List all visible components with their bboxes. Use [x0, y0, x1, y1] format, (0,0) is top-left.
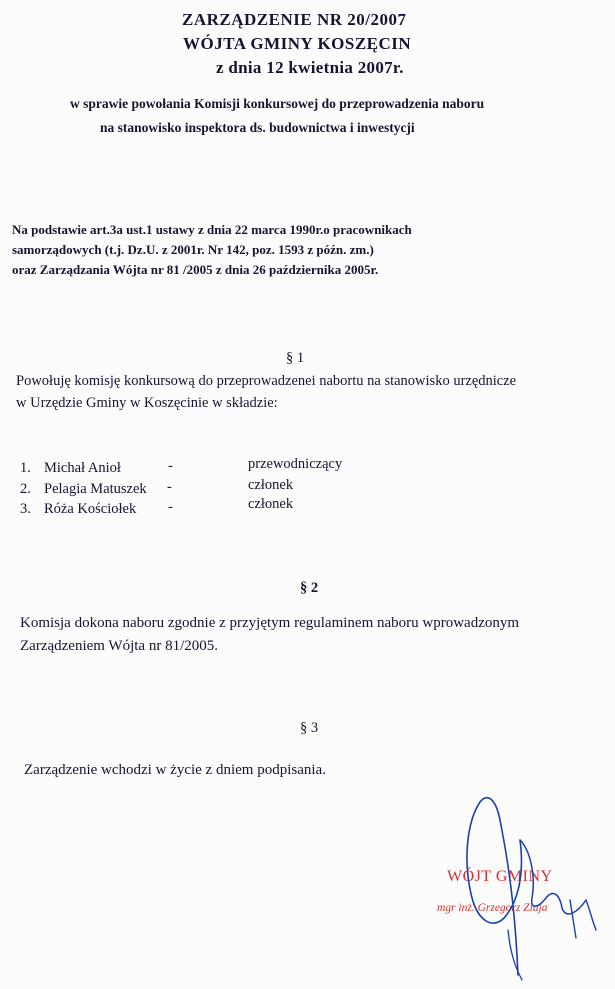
- section-1-heading: § 1: [286, 350, 305, 366]
- stamp-name: mgr inż. Grzegorz Ziaja: [437, 902, 548, 914]
- subject-line-2: na stanowisko inspektora ds. budownictwa i inwestycji: [100, 120, 415, 135]
- title-line-3: z dnia 12 kwietnia 2007r.: [216, 58, 404, 77]
- legal-basis-line-2: samorządowych (t.j. Dz.U. z 2001r. Nr 142, poz. 1593 z późn. zm.): [12, 242, 374, 257]
- subject-line-1: w sprawie powołania Komisji konkursowej do przeprowadzenia naboru: [70, 96, 485, 111]
- member-dash: -: [168, 499, 173, 515]
- section-2-heading: § 2: [300, 580, 319, 596]
- member-role: przewodniczący: [248, 456, 343, 472]
- member-name: Róża Kościołek: [44, 501, 137, 517]
- member-name: Michał Anioł: [44, 460, 121, 476]
- section-2-text-line-2: Zarządzeniem Wójta nr 81/2005.: [20, 638, 218, 654]
- section-3-text-line-1: Zarządzenie wchodzi w życie z dniem podpisania.: [24, 762, 326, 778]
- stamp-title: WÓJT GMINY: [447, 868, 553, 885]
- section-1-text-line-2: w Urzędzie Gminy w Koszęcinie w składzie:: [16, 395, 278, 411]
- signature: [420, 780, 605, 985]
- section-3-heading: § 3: [300, 720, 319, 736]
- member-number: 3.: [20, 501, 31, 517]
- title-line-2: WÓJTA GMINY KOSZĘCIN: [183, 34, 412, 53]
- section-2-text-line-1: Komisja dokona naboru zgodnie z przyjętym regulaminem naboru wprowadzonym: [20, 615, 520, 631]
- member-dash: -: [168, 458, 173, 474]
- member-role: członek: [248, 477, 294, 493]
- member-number: 1.: [20, 460, 31, 476]
- title-line-1: ZARZĄDZENIE NR 20/2007: [182, 10, 407, 29]
- legal-basis-line-3: oraz Zarządzania Wójta nr 81 /2005 z dnia 26 października 2005r.: [12, 262, 379, 277]
- section-1-text-line-1: Powołuję komisję konkursową do przeprowadzenei nabortu na stanowisko urzędnicze: [16, 373, 517, 389]
- member-role: członek: [248, 496, 294, 512]
- member-number: 2.: [20, 481, 31, 497]
- member-dash: -: [167, 479, 172, 495]
- legal-basis-line-1: Na podstawie art.3a ust.1 ustawy z dnia 22 marca 1990r.o pracownikach: [12, 222, 412, 237]
- member-name: Pelagia Matuszek: [44, 481, 147, 497]
